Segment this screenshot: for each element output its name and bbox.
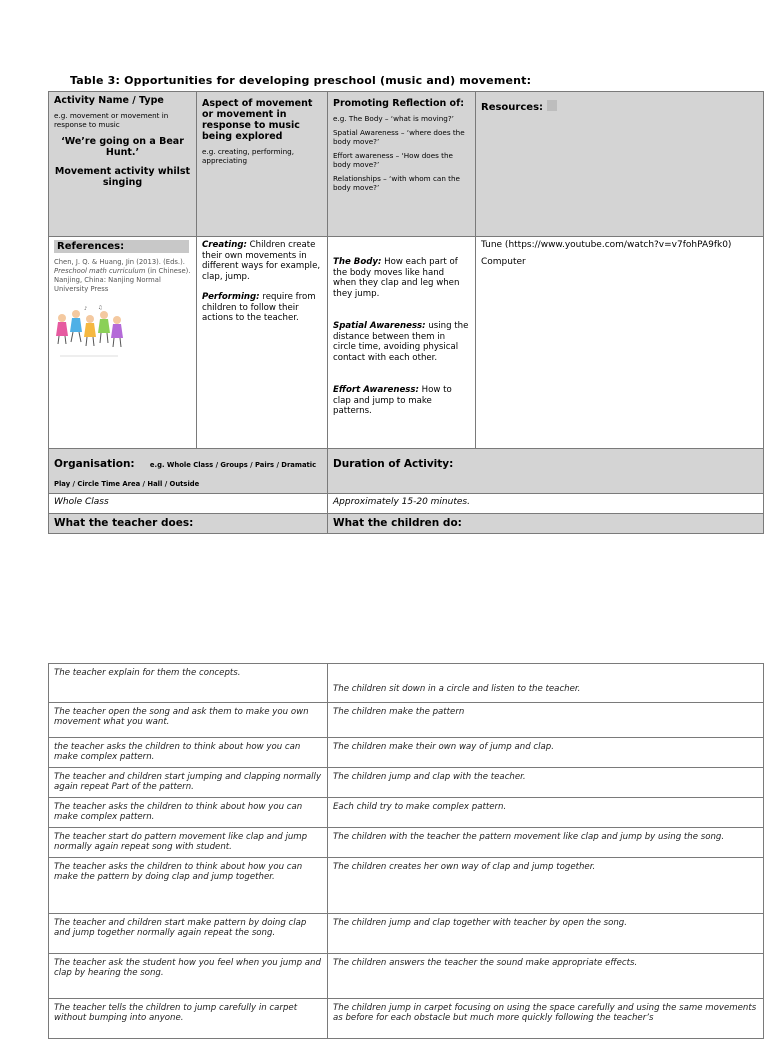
performing-text: require from children to follow their actions to the teacher.: [202, 292, 316, 323]
teacher-action: the teacher asks the children to think about how you can make complex pattern.: [49, 738, 328, 768]
aspect-cell: [197, 92, 328, 237]
organisation-title: Organisation:: [54, 458, 135, 470]
aspect-title: Aspect of movement or movement in response to music being explored: [202, 98, 313, 142]
table-row: [49, 738, 764, 768]
reflection-item: Relationships – ‘with whom can the body move?’: [333, 174, 460, 192]
table-row: [49, 798, 764, 828]
teacher-action: The teacher tells the children to jump carefully in carpet without bumping into anyone.: [49, 999, 328, 1039]
children-action: The children jump and clap with the teacher.: [328, 768, 764, 798]
creating-text: Children create their own movements in different ways for example, clap, jump.: [202, 240, 321, 282]
resources-marker: [547, 100, 557, 111]
activities-table: [48, 663, 764, 1039]
table-row: [49, 703, 764, 738]
children-action: The children make their own way of jump and clap.: [328, 738, 764, 768]
organisation-header: [49, 449, 328, 494]
teacher-action: The teacher and children start jumping and clapping normally again repeat Part of the pattern.: [49, 768, 328, 798]
activity-name-cell: [49, 92, 197, 237]
duration-header: [328, 449, 764, 494]
table-row: [49, 768, 764, 798]
table-row: [49, 858, 764, 914]
children-action: The children jump and clap together with teacher by open the song.: [328, 914, 764, 954]
dancing-children-image: [54, 304, 124, 362]
children-action: The children jump in carpet focusing on using the space carefully and using the same movements as before for each obstacle but much more quickly following the teacher’s: [328, 999, 764, 1039]
reflection-item: Effort awareness – ‘How does the body move?’: [333, 151, 453, 169]
organisation-value: Whole Class: [49, 494, 328, 514]
performing-label: Performing:: [202, 292, 260, 302]
tune-link[interactable]: Tune (https://www.youtube.com/watch?v=v7fohPA9fk0): [481, 240, 732, 250]
teacher-section-header: What the teacher does:: [49, 514, 328, 534]
children-section-header: What the children do:: [328, 514, 764, 534]
resources-cell: [476, 92, 764, 237]
activity-plan-table: [48, 91, 764, 534]
table-caption: Table 3: Opportunities for developing preschool (music and) movement:: [70, 74, 532, 87]
table-row: [49, 999, 764, 1039]
reflection-title: Promoting Reflection of:: [333, 98, 464, 109]
teacher-action: The teacher start do pattern movement like clap and jump normally again repeat song with student.: [49, 828, 328, 858]
references-cell: [49, 237, 197, 449]
svg-text:♫: ♫: [98, 305, 103, 311]
reflection-item: e.g. The Body – ‘what is moving?’: [333, 114, 454, 123]
computer-resource: Computer: [481, 257, 526, 267]
reflection-item: Spatial Awareness – ‘where does the body move?’: [333, 128, 465, 146]
body-text: How each part of the body moves like hand when they clap and leg when they jump.: [333, 257, 460, 299]
activity-name-title: Activity Name / Type: [54, 95, 164, 106]
children-action: Each child try to make complex pattern.: [328, 798, 764, 828]
reflection-detail-cell: [328, 237, 476, 449]
effort-text: How to clap and jump to make patterns.: [333, 385, 452, 416]
children-action: The children with the teacher the pattern movement like clap and jump by using the song.: [328, 828, 764, 858]
duration-value: Approximately 15-20 minutes.: [328, 494, 764, 514]
references-title: References:: [54, 240, 189, 253]
table-row: [49, 664, 764, 703]
children-action: The children answers the teacher the sound make appropriate effects.: [328, 954, 764, 999]
activity-type: Movement activity whilst singing: [54, 166, 191, 188]
table-row: [49, 828, 764, 858]
spatial-label: Spatial Awareness:: [333, 321, 426, 331]
creating-label: Creating:: [202, 240, 247, 250]
activity-name-hint: e.g. movement or movement in response to music: [54, 111, 169, 129]
teacher-action: The teacher ask the student how you feel when you jump and clap by hearing the song.: [49, 954, 328, 999]
table-row: [49, 914, 764, 954]
resources-title: Resources:: [481, 102, 544, 113]
effort-label: Effort Awareness:: [333, 385, 419, 395]
teacher-action: The teacher asks the children to think about how you can make complex pattern.: [49, 798, 328, 828]
aspect-detail-cell: [197, 237, 328, 449]
body-label: The Body:: [333, 257, 382, 267]
table-row: [49, 954, 764, 999]
aspect-hint: e.g. creating, performing, appreciating: [202, 147, 295, 165]
references-text: Chen, J. Q. & Huang, Jin (2013). (Eds.). Preschool math curriculum (in Chinese). Nanjing, China: Nanjing Normal University Press: [54, 258, 191, 293]
teacher-action: The teacher explain for them the concepts.: [49, 664, 328, 703]
organisation-hint: e.g. Whole Class / Groups / Pairs / Dramatic Play / Circle Time Area / Hall / Outside: [54, 461, 317, 488]
children-action: The children sit down in a circle and listen to the teacher.: [328, 664, 764, 703]
duration-title: Duration of Activity:: [333, 458, 454, 470]
children-action: The children creates her own way of clap and jump together.: [328, 858, 764, 914]
children-action: The children make the pattern: [328, 703, 764, 738]
teacher-action: The teacher asks the children to think about how you can make the pattern by doing clap and jump together.: [49, 858, 328, 914]
reflection-cell: [328, 92, 476, 237]
teacher-action: The teacher open the song and ask them to make you own movement what you want.: [49, 703, 328, 738]
spatial-text: using the distance between them in circle time, avoiding physical contact with each other.: [333, 321, 469, 363]
svg-text:♪: ♪: [84, 306, 88, 312]
teacher-action: The teacher and children start make pattern by doing clap and jump together normally again repeat the song.: [49, 914, 328, 954]
resources-detail-cell: [476, 237, 764, 449]
activity-quote: ‘We’re going on a Bear Hunt.’: [61, 136, 184, 158]
